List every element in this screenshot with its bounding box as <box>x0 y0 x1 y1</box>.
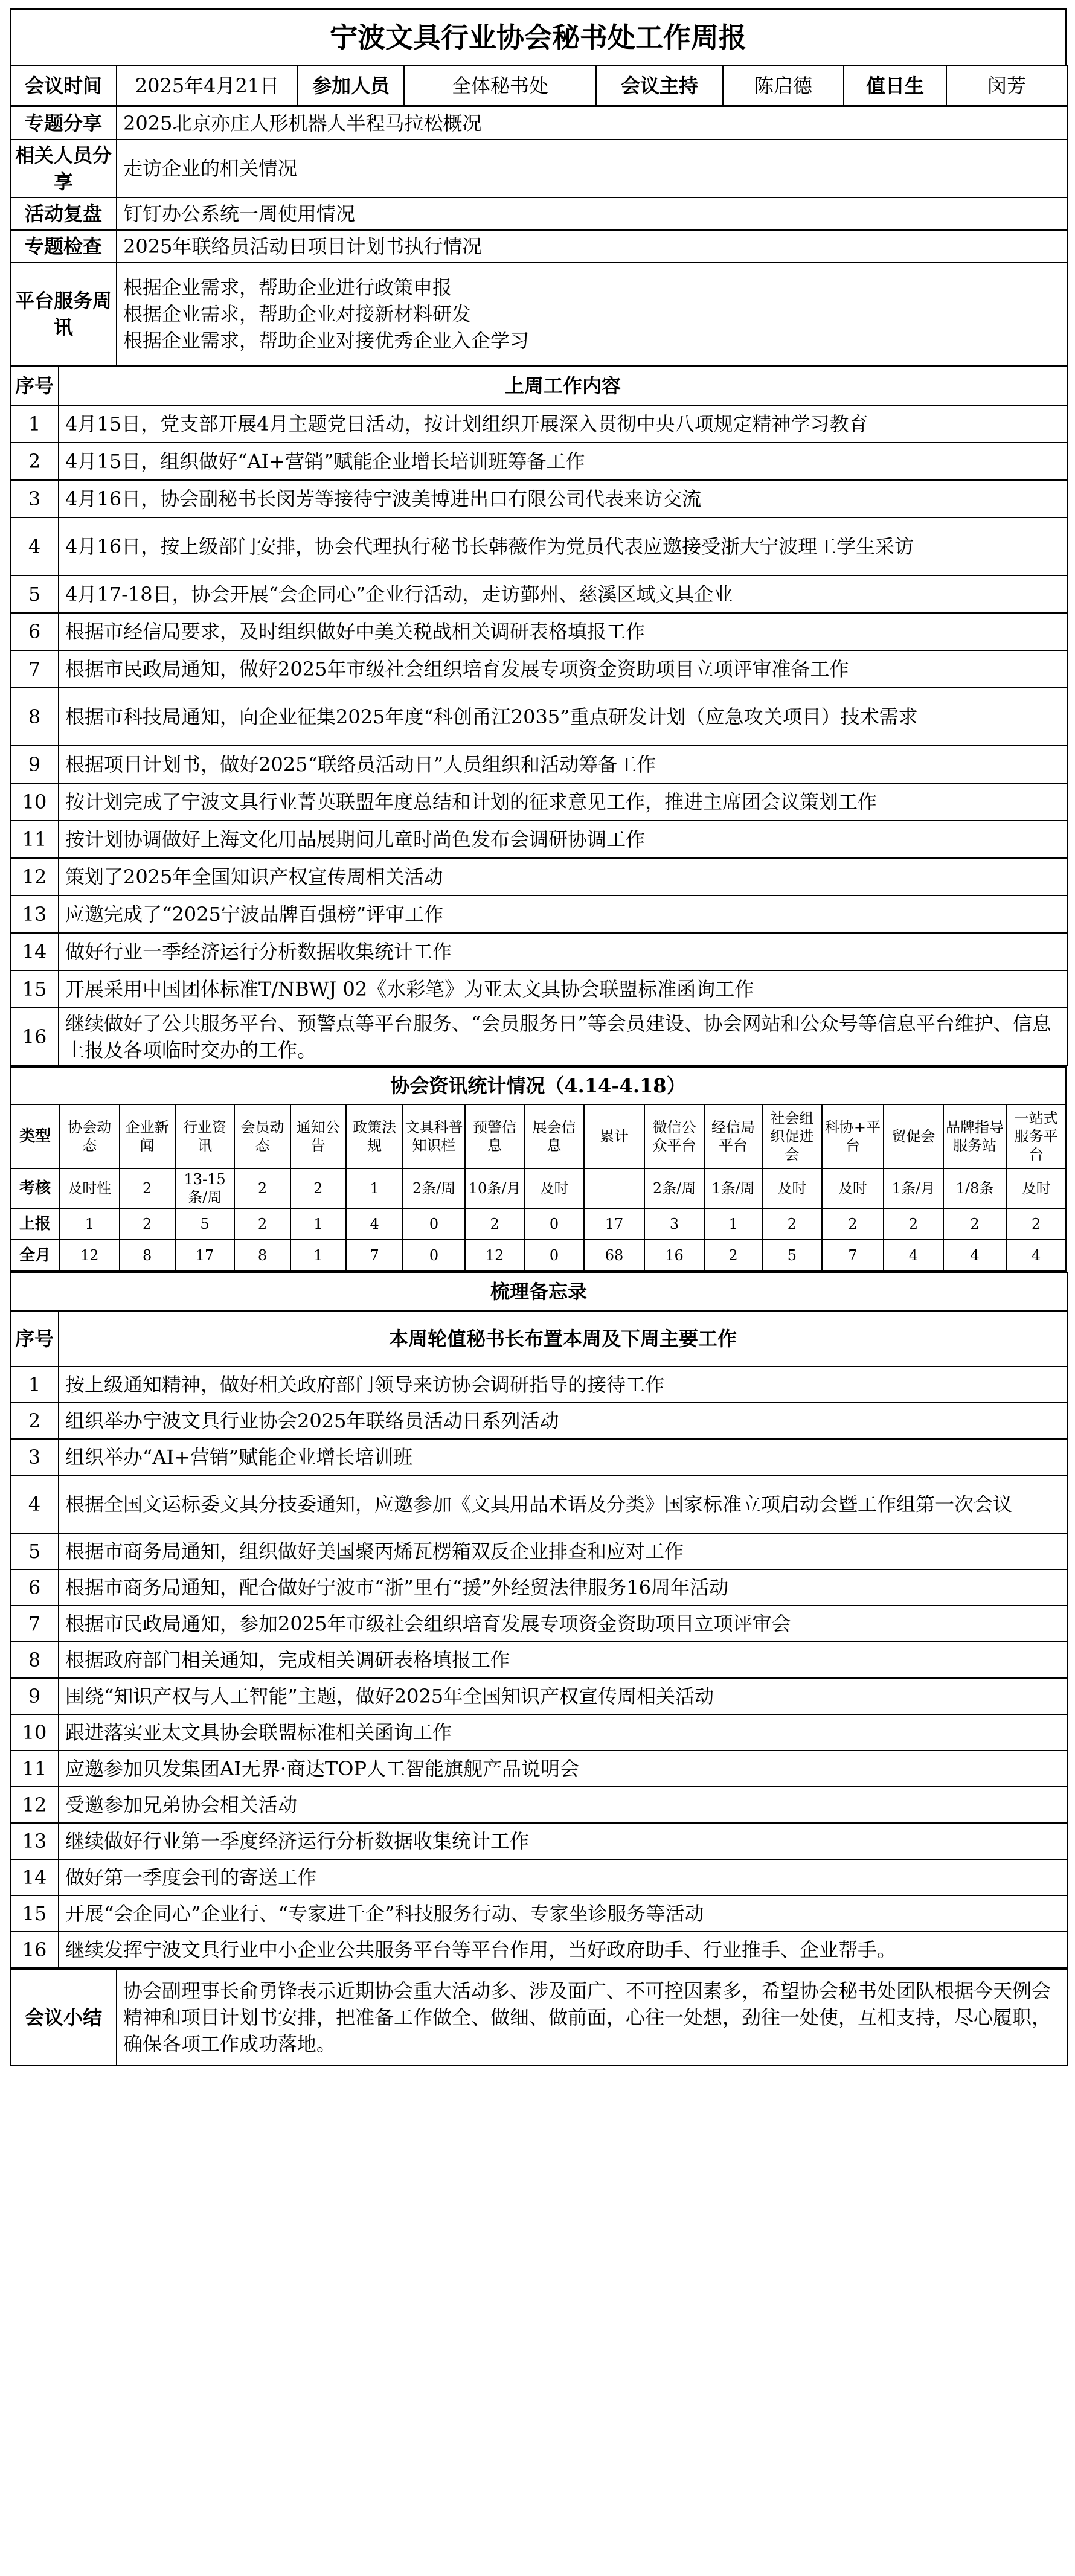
summary-table <box>10 1969 1068 2066</box>
stats-cell: 12 <box>465 1240 524 1271</box>
table-row <box>10 1787 1067 1823</box>
table-row <box>10 746 1067 783</box>
row-text: 受邀参加兄弟协会相关活动 <box>59 1787 1067 1823</box>
stats-cell: 及时 <box>822 1168 884 1208</box>
memo-index-header: 序号 <box>10 1311 59 1366</box>
table-row <box>10 783 1067 821</box>
stats-column-header: 会员动态 <box>234 1104 290 1168</box>
row-text: 继续做好了公共服务平台、预警点等平台服务、“会员服务日”等会员建设、协会网站和公众号等信息平台维护、信息上报及各项临时交办的工作。 <box>59 1008 1067 1066</box>
row-index: 9 <box>10 746 59 783</box>
row-text: 根据项目计划书，做好2025“联络员活动日”人员组织和活动筹备工作 <box>59 746 1067 783</box>
table-row <box>10 613 1067 650</box>
row-text: 开展“会企同心”企业行、“专家进千企”科技服务行动、专家坐诊服务等活动 <box>59 1895 1067 1932</box>
stats-cell: 68 <box>584 1240 645 1271</box>
platform-line: 根据企业需求，帮助企业对接优秀企业入企学习 <box>123 329 530 352</box>
row-index: 5 <box>10 1533 59 1569</box>
row-text: 根据市民政局通知，做好2025年市级社会组织培育发展专项资金资助项目立项评审准备工作 <box>59 650 1067 688</box>
stats-column-header: 企业新闻 <box>120 1104 175 1168</box>
stats-table <box>10 1066 1067 1272</box>
stats-column-header: 展会信息 <box>524 1104 583 1168</box>
stats-row <box>10 1168 1066 1208</box>
stats-cell: 2 <box>290 1168 346 1208</box>
attendees-value: 全体秘书处 <box>404 66 596 106</box>
stats-cell: 17 <box>584 1208 645 1240</box>
stats-column-header: 政策法规 <box>346 1104 403 1168</box>
stats-cell: 2 <box>120 1208 175 1240</box>
row-index: 16 <box>10 1008 59 1066</box>
stats-cell: 1 <box>290 1240 346 1271</box>
stats-cell: 16 <box>644 1240 704 1271</box>
row-text: 根据市科技局通知，向企业征集2025年度“科创甬江2035”重点研发计划（应急攻关项目）技术需求 <box>59 688 1067 746</box>
memo-items <box>10 1366 1067 1968</box>
table-row <box>10 1439 1067 1475</box>
table-row <box>10 688 1067 746</box>
duty-label: 值日生 <box>844 66 946 106</box>
row-index: 12 <box>10 858 59 896</box>
last-week-items <box>10 405 1067 1066</box>
topic-value: 2025北京亦庄人形机器人半程马拉松概况 <box>117 107 1067 139</box>
stats-cell: 5 <box>762 1240 821 1271</box>
stats-cell: 1 <box>346 1168 403 1208</box>
row-index: 3 <box>10 1439 59 1475</box>
stats-column-header: 品牌指导服务站 <box>943 1104 1007 1168</box>
topic-label: 相关人员分享 <box>10 139 117 197</box>
row-index: 13 <box>10 1823 59 1859</box>
topics-table <box>10 106 1068 366</box>
stats-cell: 1 <box>290 1208 346 1240</box>
topic-label: 活动复盘 <box>10 197 117 230</box>
stats-cell: 及时 <box>524 1168 583 1208</box>
stats-cell: 2 <box>120 1168 175 1208</box>
stats-column-header: 预警信息 <box>465 1104 524 1168</box>
row-index: 4 <box>10 1475 59 1533</box>
table-row <box>10 1366 1067 1403</box>
table-row <box>10 933 1067 970</box>
row-text: 4月15日，组织做好“AI+营销”赋能企业增长培训班筹备工作 <box>59 443 1067 480</box>
stats-cell: 7 <box>346 1240 403 1271</box>
row-text: 根据政府部门相关通知，完成相关调研表格填报工作 <box>59 1642 1067 1678</box>
platform-lines <box>117 263 1067 365</box>
stats-cell <box>584 1168 645 1208</box>
stats-cell: 1 <box>60 1208 119 1240</box>
summary-label: 会议小结 <box>10 1969 117 2066</box>
stats-cell: 2 <box>884 1208 943 1240</box>
row-text: 根据全国文运标委文具分技委通知，应邀参加《文具用品术语及分类》国家标准立项启动会暨工作组第一次会议 <box>59 1475 1067 1533</box>
index-header: 序号 <box>10 367 59 405</box>
stats-cell: 4 <box>943 1240 1007 1271</box>
stats-cell: 13-15条/周 <box>175 1168 234 1208</box>
stats-cell: 4 <box>346 1208 403 1240</box>
row-index: 10 <box>10 783 59 821</box>
table-row <box>10 1008 1067 1066</box>
meeting-time-label: 会议时间 <box>10 66 117 106</box>
table-row <box>10 1932 1067 1968</box>
row-index: 2 <box>10 1403 59 1439</box>
table-row <box>10 896 1067 933</box>
row-index: 7 <box>10 650 59 688</box>
meeting-time-value: 2025年4月21日 <box>117 66 298 106</box>
stats-column-header: 经信局平台 <box>704 1104 762 1168</box>
row-text: 4月16日，协会副秘书长闵芳等接待宁波美博进出口有限公司代表来访交流 <box>59 480 1067 517</box>
stats-row <box>10 1240 1066 1271</box>
last-week-table <box>10 366 1068 1066</box>
stats-row-label: 上报 <box>10 1208 60 1240</box>
stats-header: 协会资讯统计情况（4.14-4.18） <box>10 1067 1066 1104</box>
row-text: 按计划完成了宁波文具行业菁英联盟年度总结和计划的征求意见工作，推进主席团会议策划工作 <box>59 783 1067 821</box>
stats-cell: 2 <box>943 1208 1007 1240</box>
stats-cell: 0 <box>524 1240 583 1271</box>
platform-label: 平台服务周讯 <box>10 263 117 365</box>
stats-cell: 7 <box>822 1240 884 1271</box>
table-row <box>10 443 1067 480</box>
duty-value: 闵芳 <box>946 66 1067 106</box>
last-week-header: 上周工作内容 <box>59 367 1067 405</box>
stats-column-header: 科协+平台 <box>822 1104 884 1168</box>
table-row <box>10 1403 1067 1439</box>
stats-cell: 2条/周 <box>644 1168 704 1208</box>
row-text: 做好第一季度会刊的寄送工作 <box>59 1859 1067 1895</box>
topic-label: 专题检查 <box>10 230 117 263</box>
table-row <box>10 517 1067 575</box>
topic-value: 走访企业的相关情况 <box>117 139 1067 197</box>
row-text: 按计划协调做好上海文化用品展期间儿童时尚色发布会调研协调工作 <box>59 821 1067 858</box>
row-text: 应邀参加贝发集团AI无界·商达TOP人工智能旗舰产品说明会 <box>59 1751 1067 1787</box>
stats-cell: 10条/月 <box>465 1168 524 1208</box>
row-index: 14 <box>10 933 59 970</box>
stats-column-header: 贸促会 <box>884 1104 943 1168</box>
table-row <box>10 480 1067 517</box>
stats-cell: 1/8条 <box>943 1168 1007 1208</box>
stats-cell: 2 <box>234 1168 290 1208</box>
row-text: 根据市商务局通知，配合做好宁波市“浙”里有“援”外经贸法律服务16周年活动 <box>59 1569 1067 1606</box>
row-index: 9 <box>10 1678 59 1714</box>
stats-cell: 8 <box>234 1240 290 1271</box>
platform-line: 根据企业需求，帮助企业进行政策申报 <box>123 276 452 299</box>
table-row <box>10 1751 1067 1787</box>
stats-cell: 1条/周 <box>704 1168 762 1208</box>
memo-table <box>10 1272 1068 1969</box>
table-row <box>10 1569 1067 1606</box>
stats-cell: 3 <box>644 1208 704 1240</box>
stats-cell: 0 <box>403 1240 465 1271</box>
row-index: 14 <box>10 1859 59 1895</box>
table-row <box>10 1714 1067 1751</box>
stats-cell: 0 <box>403 1208 465 1240</box>
stats-cell: 4 <box>1006 1240 1066 1271</box>
stats-column-header: 文具科普知识栏 <box>403 1104 465 1168</box>
stats-cell: 及时性 <box>60 1168 119 1208</box>
memo-header: 梳理备忘录 <box>10 1272 1067 1311</box>
stats-cell: 2条/周 <box>403 1168 465 1208</box>
row-text: 4月16日，按上级部门安排，协会代理执行秘书长韩薇作为党员代表应邀接受浙大宁波理工学生采访 <box>59 517 1067 575</box>
stats-cell: 2 <box>1006 1208 1066 1240</box>
row-index: 3 <box>10 480 59 517</box>
row-text: 4月17-18日，协会开展“会企同心”企业行活动，走访鄞州、慈溪区域文具企业 <box>59 575 1067 613</box>
row-text: 跟进落实亚太文具协会联盟标准相关函询工作 <box>59 1714 1067 1751</box>
stats-cell: 及时 <box>1006 1168 1066 1208</box>
row-index: 11 <box>10 1751 59 1787</box>
row-text: 应邀完成了“2025宁波品牌百强榜”评审工作 <box>59 896 1067 933</box>
row-text: 开展采用中国团体标准T/NBWJ 02《水彩笔》为亚太文具协会联盟标准函询工作 <box>59 970 1067 1008</box>
table-row <box>10 1895 1067 1932</box>
table-row <box>10 1823 1067 1859</box>
row-text: 策划了2025年全国知识产权宣传周相关活动 <box>59 858 1067 896</box>
stats-cell: 及时 <box>762 1168 821 1208</box>
platform-line: 根据企业需求，帮助企业对接新材料研发 <box>123 303 472 325</box>
stats-cell: 12 <box>60 1240 119 1271</box>
row-index: 13 <box>10 896 59 933</box>
stats-cell: 2 <box>822 1208 884 1240</box>
table-row <box>10 858 1067 896</box>
row-index: 2 <box>10 443 59 480</box>
stats-row-label: 考核 <box>10 1168 60 1208</box>
stats-cell: 4 <box>884 1240 943 1271</box>
row-index: 7 <box>10 1606 59 1642</box>
row-index: 8 <box>10 1642 59 1678</box>
topic-label: 专题分享 <box>10 107 117 139</box>
row-index: 16 <box>10 1932 59 1968</box>
stats-column-header: 通知公告 <box>290 1104 346 1168</box>
attendees-label: 参加人员 <box>298 66 404 106</box>
table-row <box>10 1859 1067 1895</box>
stats-cell: 2 <box>704 1240 762 1271</box>
row-text: 组织举办宁波文具行业协会2025年联络员活动日系列活动 <box>59 1403 1067 1439</box>
report-title: 宁波文具行业协会秘书处工作周报 <box>10 8 1067 65</box>
host-value: 陈启德 <box>723 66 844 106</box>
row-index: 1 <box>10 405 59 443</box>
table-row <box>10 405 1067 443</box>
row-text: 按上级通知精神，做好相关政府部门领导来访协会调研指导的接待工作 <box>59 1366 1067 1403</box>
stats-column-header: 一站式服务平台 <box>1006 1104 1066 1168</box>
stats-cell: 2 <box>762 1208 821 1240</box>
table-row <box>10 970 1067 1008</box>
meeting-info-table <box>10 65 1068 106</box>
row-text: 继续发挥宁波文具行业中小企业公共服务平台等平台作用，当好政府助手、行业推手、企业帮手。 <box>59 1932 1067 1968</box>
stats-column-header: 行业资讯 <box>175 1104 234 1168</box>
table-row <box>10 575 1067 613</box>
stats-cell: 1条/月 <box>884 1168 943 1208</box>
stats-cell: 0 <box>524 1208 583 1240</box>
topic-value: 钉钉办公系统一周使用情况 <box>117 197 1067 230</box>
row-index: 11 <box>10 821 59 858</box>
stats-column-header: 社会组织促进会 <box>762 1104 821 1168</box>
row-text: 继续做好行业第一季度经济运行分析数据收集统计工作 <box>59 1823 1067 1859</box>
row-text: 根据市商务局通知，组织做好美国聚丙烯瓦楞箱双反企业排查和应对工作 <box>59 1533 1067 1569</box>
stats-column-header: 微信公众平台 <box>644 1104 704 1168</box>
stats-row-label: 全月 <box>10 1240 60 1271</box>
stats-column-header-row <box>10 1104 1066 1168</box>
table-row <box>10 1678 1067 1714</box>
row-index: 6 <box>10 1569 59 1606</box>
row-text: 根据市经信局要求，及时组织做好中美关税战相关调研表格填报工作 <box>59 613 1067 650</box>
row-index: 8 <box>10 688 59 746</box>
stats-rows <box>10 1168 1066 1271</box>
stats-cell: 17 <box>175 1240 234 1271</box>
row-index: 15 <box>10 970 59 1008</box>
table-row <box>10 1606 1067 1642</box>
stats-cell: 2 <box>465 1208 524 1240</box>
weekly-report <box>10 8 1067 2066</box>
row-index: 1 <box>10 1366 59 1403</box>
row-text: 围绕“知识产权与人工智能”主题，做好2025年全国知识产权宣传周相关活动 <box>59 1678 1067 1714</box>
stats-cell: 2 <box>234 1208 290 1240</box>
summary-text: 协会副理事长俞勇锋表示近期协会重大活动多、涉及面广、不可控因素多，希望协会秘书处团队根据今天例会精神和项目计划书安排，把准备工作做全、做细、做前面，心往一处想，劲往一处使，互相支持，尽心履职，确保各项工作成功落地。 <box>117 1969 1067 2066</box>
row-index: 4 <box>10 517 59 575</box>
stats-cell: 8 <box>120 1240 175 1271</box>
stats-column-header: 协会动态 <box>60 1104 119 1168</box>
row-text: 根据市民政局通知，参加2025年市级社会组织培育发展专项资金资助项目立项评审会 <box>59 1606 1067 1642</box>
stats-column-header: 累计 <box>584 1104 645 1168</box>
stats-cell: 1 <box>704 1208 762 1240</box>
row-index: 15 <box>10 1895 59 1932</box>
table-row <box>10 821 1067 858</box>
stats-column-header: 类型 <box>10 1104 60 1168</box>
topic-value: 2025年联络员活动日项目计划书执行情况 <box>117 230 1067 263</box>
stats-row <box>10 1208 1066 1240</box>
table-row <box>10 1533 1067 1569</box>
row-text: 组织举办“AI+营销”赋能企业增长培训班 <box>59 1439 1067 1475</box>
row-text: 做好行业一季经济运行分析数据收集统计工作 <box>59 933 1067 970</box>
host-label: 会议主持 <box>596 66 723 106</box>
row-index: 5 <box>10 575 59 613</box>
row-index: 12 <box>10 1787 59 1823</box>
row-text: 4月15日，党支部开展4月主题党日活动，按计划组织开展深入贯彻中央八项规定精神学习教育 <box>59 405 1067 443</box>
stats-cell: 5 <box>175 1208 234 1240</box>
table-row <box>10 650 1067 688</box>
row-index: 6 <box>10 613 59 650</box>
table-row <box>10 1475 1067 1533</box>
row-index: 10 <box>10 1714 59 1751</box>
table-row <box>10 1642 1067 1678</box>
memo-subheader: 本周轮值秘书长布置本周及下周主要工作 <box>59 1311 1067 1366</box>
